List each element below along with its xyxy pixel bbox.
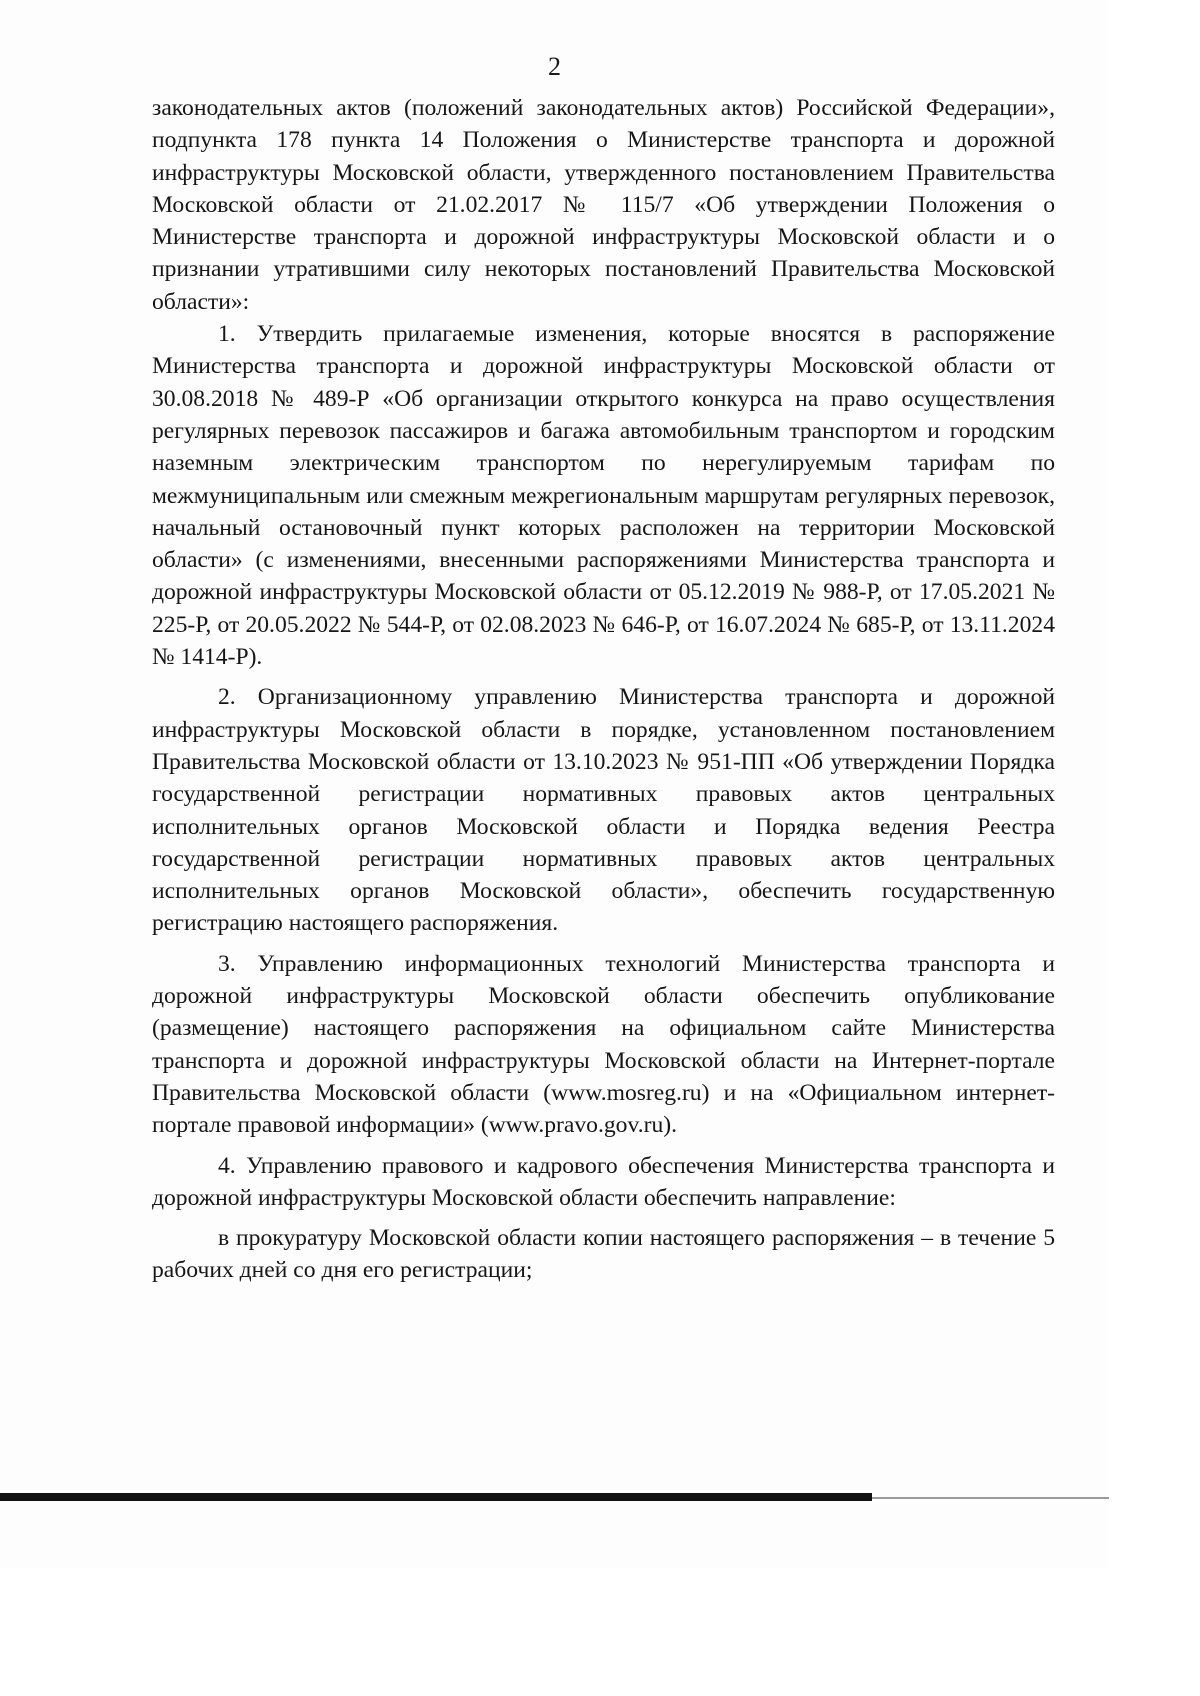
scan-edge-line [0,1493,872,1501]
paragraph-item-4: 4. Управлению правового и кадрового обеспечения Министерства транспорта и дорожной инфраструктуры Московской области обеспечить направление: [152,1152,1055,1211]
paragraph-item-3: 3. Управлению информационных технологий Министерства транспорта и дорожной инфраструктуры Московской области обеспечить опубликование (размещение) настоящего распоряжения на официальном сайте Министерства транспорта и дорожной инфраструктуры Московской области на Интернет-портале Правительства Московской области (www.mosreg.ru) и на «Официальном интернет-портале правовой информации» (www.pravo.gov.ru). [152,950,1055,1139]
paragraph-item-1: 1. Утвердить прилагаемые изменения, которые вносятся в распоряжение Министерства транспорта и дорожной инфраструктуры Московской области от 30.08.2018 № 489-Р «Об организации открытого конкурса на право осуществления регулярных перевозок пассажиров и багажа автомобильным транспортом и городским наземным электрическим транспортом по нерегулируемым тарифам по межмуниципальным или смежным межрегиональным маршрутам регулярных перевозок, начальный остановочный пункт которых расположен на территории Московской области» (с изменениями, внесенными распоряжениями Министерства транспорта и дорожной инфраструктуры Московской области от 05.12.2019 № 988-Р, от 17.05.2021 № 225-Р, от 20.05.2022 № 544-Р, от 02.08.2023 № 646-Р, от 16.07.2024 № 685-Р, от 13.11.2024 № 1414-Р). [152,321,1055,671]
paragraph-continuation: законодательных актов (положений законодательных актов) Российской Федерации», подпункта 178 пункта 14 Положения о Министерстве транспорта и дорожной инфраструктуры Московской области, утвержденного постановлением Правительства Московской области от 21.02.2017 № 115/7 «Об утверждении Положения о Министерстве транспорта и дорожной инфраструктуры Московской области и о признании утратившими силу некоторых постановлений Правительства Московской области»: [152,95,1055,315]
paragraph-item-4-subitem: в прокуратуру Московской области копии настоящего распоряжения – в течение 5 рабочих дней со дня его регистрации; [152,1225,1055,1284]
document-body [152,92,1055,1287]
scan-edge-line-tail [872,1497,1109,1499]
paragraph-item-2: 2. Организационному управлению Министерства транспорта и дорожной инфраструктуры Московской области в порядке, установленном постановлением Правительства Московской области от 13.10.2023 № 951-ПП «Об утверждении Порядка государственной регистрации нормативных правовых актов центральных исполнительных органов Московской области и Порядка ведения Реестра государственной регистрации нормативных правовых актов центральных исполнительных органов Московской области», обеспечить государственную регистрацию настоящего распоряжения. [152,684,1055,937]
page-number: 2 [548,52,561,81]
